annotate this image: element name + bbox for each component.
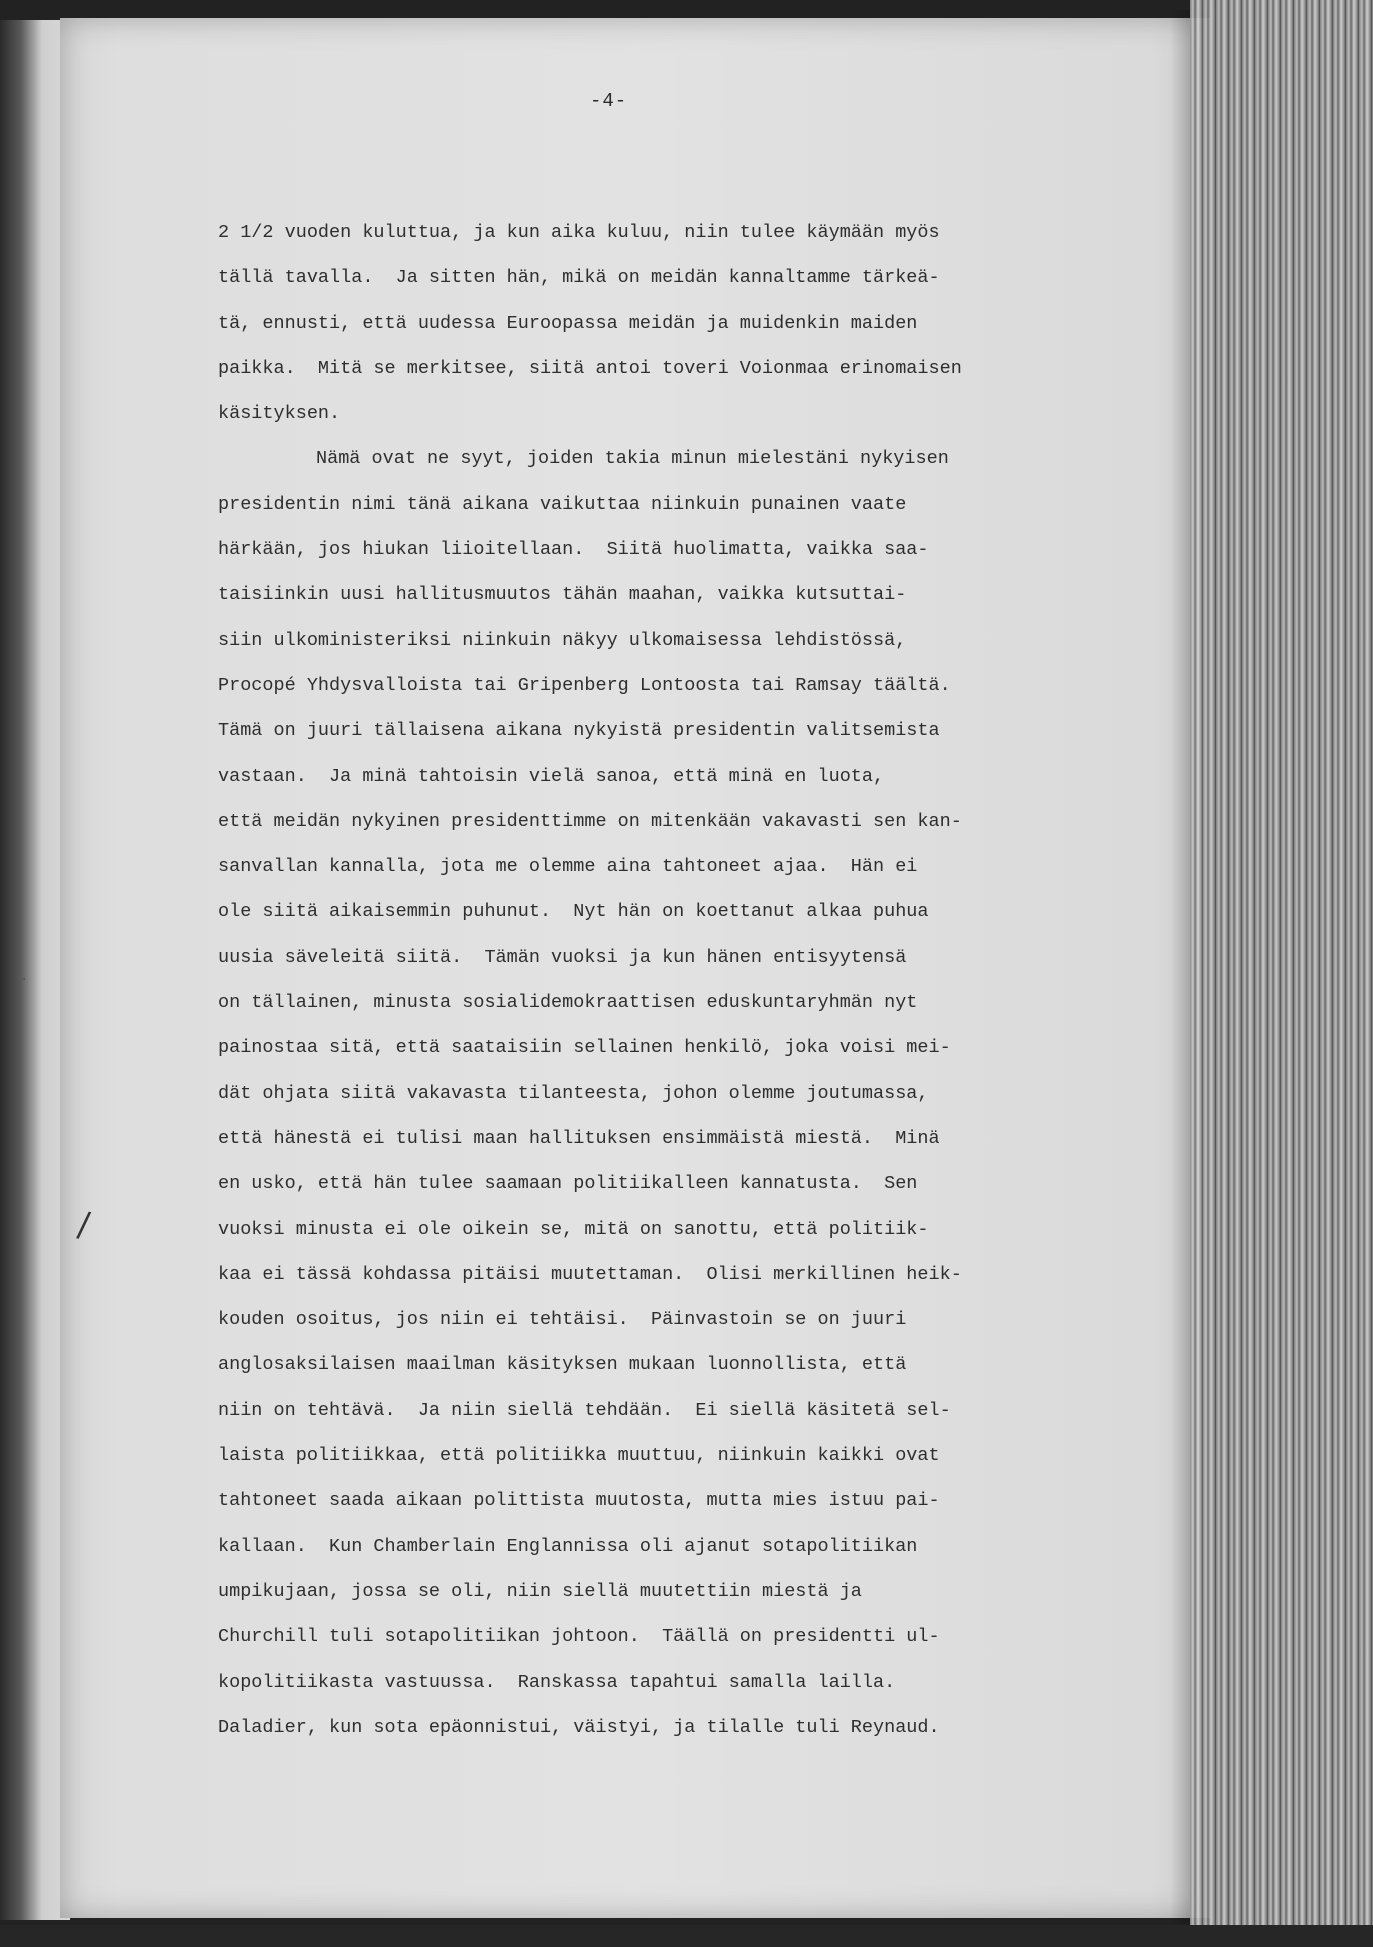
text-line: että meidän nykyinen presidenttimme on mitenkään vakavasti sen kan- (218, 810, 962, 832)
text-line: Nämä ovat ne syyt, joiden takia minun mielestäni nykyisen (316, 448, 949, 470)
body-text (218, 210, 1118, 1750)
text-line: Churchill tuli sotapolitiikan johtoon. Täällä on presidentti ul- (218, 1626, 940, 1648)
text-line: härkään, jos hiukan liioitellaan. Siitä huolimatta, vaikka saa- (218, 539, 929, 561)
margin-pen-mark: / (75, 1204, 93, 1246)
text-line: vuoksi minusta ei ole oikein se, mitä on sanottu, että politiik- (218, 1218, 929, 1240)
text-line: tahtoneet saada aikaan polittista muutosta, mutta mies istuu pai- (218, 1490, 940, 1512)
text-line: dät ohjata siitä vakavasta tilanteesta, johon olemme joutumassa, (218, 1082, 929, 1104)
text-line: on tällainen, minusta sosialidemokraattisen eduskuntaryhmän nyt (218, 992, 918, 1014)
margin-speck: · (20, 972, 29, 988)
text-line: niin on tehtävä. Ja niin siellä tehdään. Ei siellä käsitetä sel- (218, 1399, 951, 1421)
text-line: ole siitä aikaisemmin puhunut. Nyt hän on koettanut alkaa puhua (218, 901, 929, 923)
text-line: siin ulkoministeriksi niinkuin näkyy ulkomaisessa lehdistössä, (218, 629, 907, 651)
text-line: kaa ei tässä kohdassa pitäisi muutettaman. Olisi merkillinen heik- (218, 1263, 962, 1285)
text-line: painostaa sitä, että saataisiin sellainen henkilö, joka voisi mei- (218, 1037, 951, 1059)
text-line: kouden osoitus, jos niin ei tehtäisi. Päinvastoin se on juuri (218, 1309, 907, 1331)
text-line: paikka. Mitä se merkitsee, siitä antoi toveri Voionmaa erinomaisen (218, 357, 962, 379)
text-line: kallaan. Kun Chamberlain Englannissa oli ajanut sotapolitiikan (218, 1535, 918, 1557)
text-line: Tämä on juuri tällaisena aikana nykyistä presidentin valitsemista (218, 720, 940, 742)
text-line: laista politiikkaa, että politiikka muuttuu, niinkuin kaikki ovat (218, 1445, 940, 1467)
text-line: kopolitiikasta vastuussa. Ranskassa tapahtui samalla lailla. (218, 1671, 896, 1693)
stacked-page-edges (1190, 0, 1373, 1947)
text-line: Procopé Yhdysvalloista tai Gripenberg Lontoosta tai Ramsay täältä. (218, 674, 951, 696)
page-number: -4- (590, 90, 628, 112)
text-line: en usko, että hän tulee saamaan politiikalleen kannatusta. Sen (218, 1173, 918, 1195)
text-line: tällä tavalla. Ja sitten hän, mikä on meidän kannaltamme tärkeä- (218, 267, 940, 289)
text-line: 2 1/2 vuoden kuluttua, ja kun aika kuluu, niin tulee käymään myös (218, 222, 940, 243)
text-line: sanvallan kannalla, jota me olemme aina tahtoneet ajaa. Hän ei (218, 856, 918, 878)
text-line: käsityksen. (218, 403, 341, 425)
text-line: taisiinkin uusi hallitusmuutos tähän maahan, vaikka kutsuttai- (218, 584, 907, 606)
text-line: anglosaksilaisen maailman käsityksen mukaan luonnollista, että (218, 1354, 907, 1376)
text-line: tä, ennusti, että uudessa Euroopassa meidän ja muidenkin maiden (218, 312, 918, 334)
text-line: presidentin nimi tänä aikana vaikuttaa niinkuin punainen vaate (218, 493, 907, 515)
text-line: uusia säveleitä siitä. Tämän vuoksi ja kun hänen entisyytensä (218, 946, 907, 968)
scan-bottom-edge (0, 1925, 1373, 1947)
text-line: umpikujaan, jossa se oli, niin siellä muutettiin miestä ja (218, 1580, 862, 1602)
text-line: vastaan. Ja minä tahtoisin vielä sanoa, että minä en luota, (218, 765, 885, 787)
text-line: Daladier, kun sota epäonnistui, väistyi, ja tilalle tuli Reynaud. (218, 1716, 940, 1738)
text-line: että hänestä ei tulisi maan hallituksen ensimmäistä miestä. Minä (218, 1127, 940, 1149)
